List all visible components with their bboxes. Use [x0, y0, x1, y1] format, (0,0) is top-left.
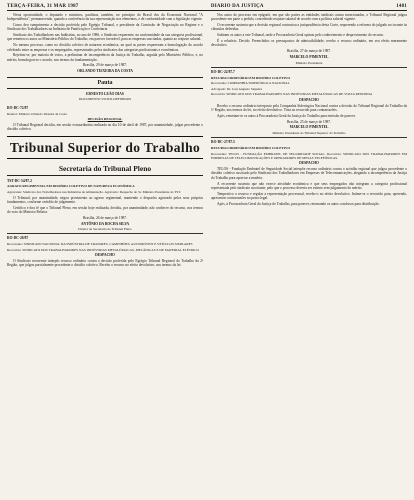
process-signature-role: Diretor da Secretaria do Tribunal Pleno: [78, 227, 132, 232]
left-paragraph-5: Rejeitou-se, por maioria de votos, a preliminar de incompetência da Justiça do Trabalho, arguida pelo Ministério Público, e, no mérito, homologou-se o acordo, nos termos da fundamentação.: [7, 53, 203, 62]
right-process-type: RECURSO ORDINÁRIO EM DISSÍDIO COLETIVO: [211, 75, 291, 80]
right-signature-role: Ministro Presidente: [295, 60, 323, 65]
right-paragraph-3: Subiram os autos a este Tribunal, onde a Procuradoria Geral opinou pelo conhecimento e desprovimento do recurso.: [217, 33, 385, 38]
process-2-despacho-heading: DESPACHO: [95, 253, 115, 258]
right-process-2-text-2: A recorrente sustenta que não exerce atividade econômica e que seus empregados não integram a categoria profissional representada pelo sindicato suscitante, pelo que o processo deveria ser extinto sem julgamento do mérito.: [211, 181, 407, 190]
left-column: [7, 13, 203, 269]
header-day: TERÇA-FEIRA, 31 MAR 1987: [7, 4, 79, 9]
right-process-2-despacho-heading: DESPACHO: [299, 161, 319, 166]
right-process-2-number: RO-DC-27/87.5: [211, 140, 235, 145]
process-number: TST-DC-54/87.2: [7, 178, 32, 183]
pauta-heading: Pauta: [7, 77, 203, 89]
right-recorrente: Recorrente: COMPANHIA SIDERÚRGICA NACIONAL: [211, 81, 290, 86]
process-parties: Agravante: Sindicato dos Trabalhadores nas Indústrias de Alimentação. Agravado: Despacho do Sr. Ministro Presidente do TST.: [7, 189, 181, 194]
right-signature-2: MARCELO PIMENTEL: [289, 125, 329, 130]
process-2-recorrente: Recorrente: SINDICATO NACIONAL DA INDÚSTRIA DE TRATORES, CAMINHÕES, AUTOMÓVEIS E VEÍCULOS SIMILARES: [7, 242, 193, 247]
decision-text: O Tribunal Regional decidiu, em sessão extraordinária realizada no dia 10 de abril de 1987, por unanimidade, julgar procedente o dissídio coletivo.: [7, 122, 203, 132]
process-signature: ANTÔNIO DA ROCHA SILVA: [80, 221, 130, 226]
right-paragraph-4: É o relatório. Decido. Preenchidos os pressupostos de admissibilidade, recebo o recurso ordinário, em seu efeito meramente devolutivo.: [211, 38, 407, 48]
process-2-recorrido: Recorrido: SINDICATO DOS TRABALHADORES NAS INDÚSTRIAS METALÚRGICAS, MECÂNICAS E DE MATERIAL ELÉTRICO: [7, 247, 199, 252]
right-process-number: RO-DC-22/87.7: [211, 69, 235, 74]
right-paragraph-2: O recorrente sustenta que a decisão regional contrariou a jurisprudência desta Corte, requerendo a reforma do julgado no tocante às cláusulas deferidas.: [211, 23, 407, 32]
right-advogado: Advogado: Dr. José Augusto Siqueira: [211, 86, 263, 91]
right-despacho-heading: DESPACHO: [299, 97, 319, 102]
decision-heading: DECISÃO REGIONAL: [87, 117, 123, 122]
pauta-line: ERNESTO LEÃO DIAS: [86, 91, 124, 96]
columns: [7, 13, 407, 269]
pauta-process-number: RO-DC-72/87: [7, 105, 29, 110]
header-journal: DIARIO DA JUSTIÇA: [210, 4, 264, 9]
header-page-number: 1481: [396, 4, 407, 9]
process-decision-1: O Tribunal, por unanimidade, negou provimento ao agravo regimental, mantendo o despacho agravado pelos seus próprios fundamentos, conforme certidão de julgamento.: [7, 195, 203, 204]
process-city-date: Brasília, 26 de março de 1987.: [82, 215, 127, 220]
process-2-number: RO-DC-20/87: [7, 236, 29, 241]
left-city-date: Brasília, 29 de março de 1987.: [82, 63, 127, 68]
right-recorrido: Recorrido: SINDICATO DOS TRABALHADORES NAS INDÚSTRIAS METALÚRGICAS DE VOLTA REDONDA: [211, 92, 373, 97]
left-paragraph-3: Sindicato dos Trabalhadores nas Indústrias, no ano de 1986, o Sindicato requerente, na conformidade da sua categoria profissional, que remeteu os autos ao Ministério Público do Trabalho, em parecer favorável, para as empresas suscitadas, quanto ao reajuste salarial.: [7, 33, 203, 42]
right-process-2-type: RECURSO ORDINÁRIO EM DISSÍDIO COLETIVO: [211, 146, 291, 151]
right-signature-2-role: Ministro Presidente do Tribunal Superior do Trabalho: [272, 131, 346, 136]
right-column: [211, 13, 407, 269]
left-signature: ORLANDO TEIXEIRA DA COSTA: [77, 69, 133, 74]
right-city-date-2: Brasília, 25 de março de 1987.: [286, 119, 331, 124]
process-2-despacho-text: O Sindicato recorrente interpôs recurso ordinário contra a decisão proferida pelo Egrégio Tribunal Regional do Trabalho da 2ª Região, que julgou parcialmente procedente o dissídio coletivo. Recebo o recurso no efeito devolutivo, nos termos da lei.: [7, 259, 203, 268]
page-header: [7, 4, 407, 11]
right-process-2-parties: Recorrente: TELOS - FUNDAÇÃO EMBRATEL DE SEGURIDADE SOCIAL. Recorrido: SINDICATO DOS TRABALHADORES EM EMPRESAS DE TELECOMUNICAÇÕES E OPERADORES DE MESAS TELEFÔNICAS.: [211, 151, 407, 160]
pauta-subline: DOCUMENTO VOTOS DEFINIDOS: [78, 97, 132, 102]
right-city-date: Brasília, 27 de março de 1987.: [286, 49, 331, 54]
right-process-2-text-1: TELOS - Fundação Embratel de Seguridade Social interpõe recurso ordinário contra o acórdão regional que julgou procedente o dissídio coletivo suscitado pelo Sindicato dos Trabalhadores em Empresas de Telecomunicações, alegando a incompetência da Justiça do Trabalho para apreciar a matéria.: [211, 167, 407, 180]
right-process-2-text-3: Tempestivo o recurso e regular a representação processual, recebo-o no efeito devolutivo. Intime-se o recorrido para, querendo, apresentar contrarrazões no prazo legal.: [211, 191, 407, 200]
right-despacho-text-2: Após, remetam-se os autos à Procuradoria Geral da Justiça do Trabalho para emissão de parecer.: [217, 113, 356, 118]
secretariat-title: Secretaria do Tribunal Pleno: [7, 162, 203, 176]
left-paragraph-1: Nesta oportunidade, o deputado e ministros, paulistas, também, no princípio do Brasil dos da Economia Nacional "A Independência", permanecendo, quando a conferência da sua representação nos elementos, e de conformidade com a legislação vigente.: [7, 13, 203, 22]
right-signature: MARCELO PIMENTEL: [289, 54, 329, 59]
right-despacho-text-1: Recebo o recurso ordinário interposto pela Companhia Siderúrgica Nacional contra a decisão do Tribunal Regional do Trabalho da 1ª Região, nos termos da lei, no efeito devolutivo. Vista ao recorrido para contrarrazões.: [211, 103, 407, 113]
process-decision-2: Certifico e dou fé que o Tribunal Pleno, em sessão hoje realizada, decidiu, por unanimidade, não conhecer do recurso, nos termos do voto do Ministro Relator.: [7, 205, 203, 214]
left-paragraph-4: No mesmo processo, como no dissídio coletivo de natureza econômica, no qual as partes requereram a homologação do acordo celebrado entre as empresas e os empregados, representados pelos sindicatos das categorias profissionais e econômicas.: [7, 43, 203, 52]
right-process-2-text-4: Após, à Procuradoria Geral da Justiça do Trabalho, para parecer, retornando os autos conclusos para distribuição.: [217, 201, 380, 206]
court-title: Tribunal Superior do Trabalho: [7, 136, 203, 159]
pauta-relator: Relator: Ministro Orlando Teixeira da Costa: [7, 111, 67, 116]
right-paragraph-1: Nos autos do processo em epígrafe, em que são partes as entidades sindicais acima mencionadas, o Tribunal Regional julgou procedente em parte o pedido, concedendo reajuste salarial de acordo com a política salarial vigente.: [211, 13, 407, 22]
left-paragraph-2: Como deu cumprimento a decisão proferida pelo Egrégio Tribunal, o presidente da Comissão de Negociação no Regime e o Sindicato dos Trabalhadores na Indústria de Panificação e Confeitaria.: [7, 23, 203, 32]
process-type: AGRAVO REGIMENTAL EM DISSÍDIO COLETIVO DE NATUREZA ECONÔMICA: [7, 184, 135, 189]
